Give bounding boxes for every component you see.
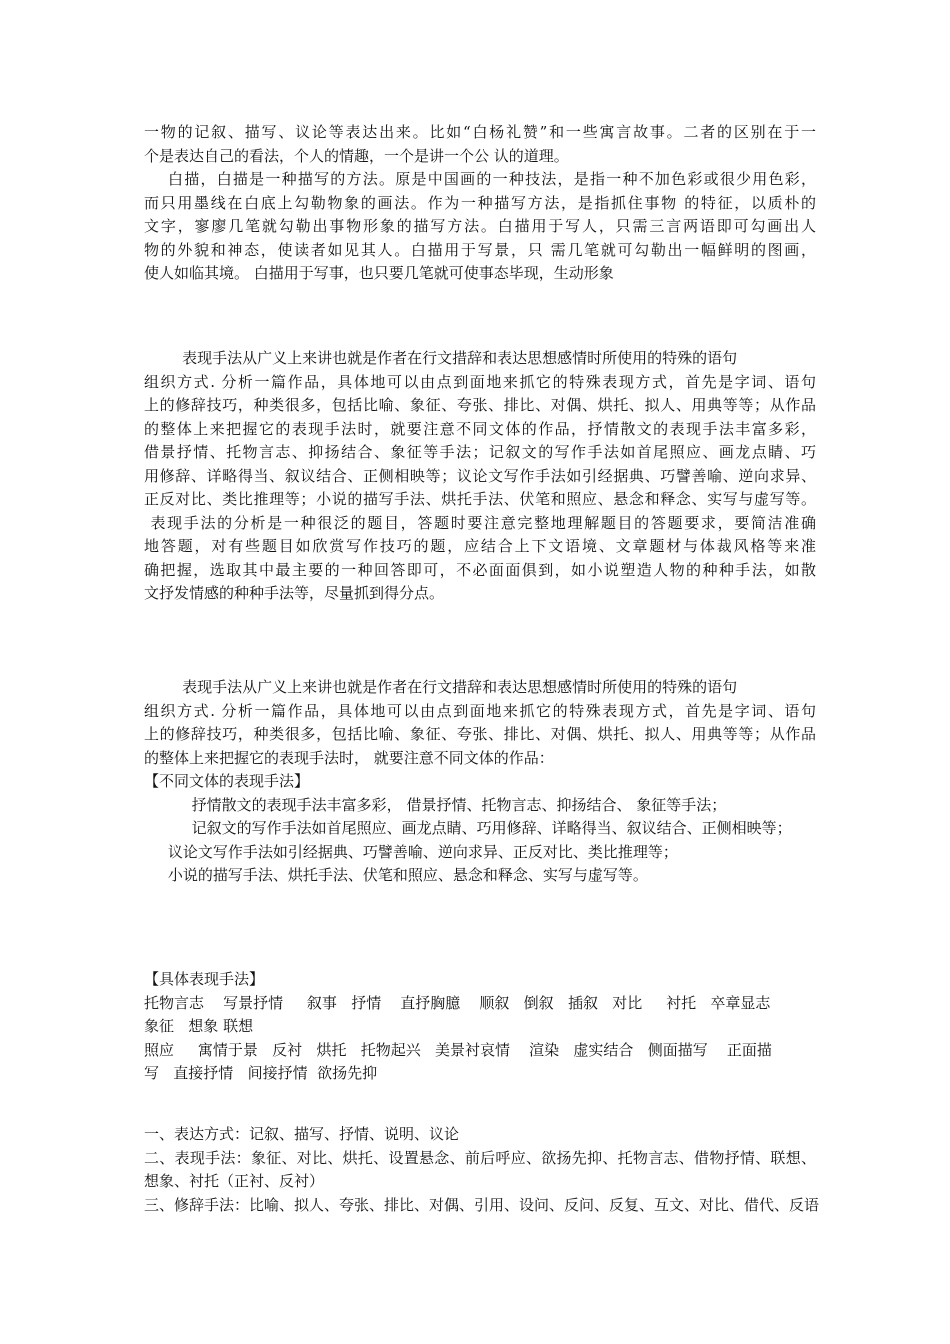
text-line: 物的外貌和神态，使读者如见其人。白描用于写景，只 需几笔就可勾勒出一幅鲜明的图画， — [144, 240, 816, 259]
paragraph-genre-techniques — [144, 676, 816, 888]
text-line: 表现手法从广义上来讲也就是作者在行文措辞和表达思想感情时所使用的特殊的语句 — [144, 349, 738, 367]
list-item: 一、表达方式：记叙、描写、抒情、说明、议论 — [144, 1125, 460, 1143]
text-line: 而只用墨线在白底上勾勒物象的画法。作为一种描写方法，是指抓住事物 的特征，以质朴的 — [144, 193, 816, 212]
text-line: 表现手法从广义上来讲也就是作者在行文措辞和表达思想感情时所使用的特殊的语句 — [144, 678, 738, 696]
text-line: 写 直接抒情 间接抒情 欲扬先抑 — [144, 1064, 378, 1082]
text-line: 组织方式. 分析一篇作品，具体地可以由点到面地来抓它的特殊表现方式，首先是字词、语句 — [144, 372, 816, 391]
numbered-summary-list — [144, 1123, 820, 1217]
text-line: 白描，白描是一种描写的方法。原是中国画的一种技法，是指一种不加色彩或很少用色彩， — [144, 170, 816, 188]
text-line: 的整体上来把握它的表现手法时，就要注意不同文体的作品，抒情散文的表现手法丰富多彩， — [144, 419, 816, 438]
text-line: 一物的记叙、描写、议论等表达出来。比如“白杨礼赞”和一些寓言故事。二者的区别在于一 — [144, 123, 816, 141]
text-line: 照应 寓情于景 反衬 烘托 托物起兴 美景衬哀情 渲染 虚实结合 侧面描写 正面描 — [144, 1040, 772, 1059]
text-line: 抒情散文的表现手法丰富多彩， 借景抒情、托物言志、抑扬结合、 象征等手法； — [144, 795, 727, 814]
text-line: 用修辞、详略得当、叙议结合、正侧相映等；议论文写作手法如引经据典、巧譬善喻、逆向求异、 — [144, 466, 816, 485]
paragraph-expression-techniques — [144, 347, 816, 606]
text-line: 小说的描写手法、烘托手法、伏笔和照应、悬念和释念、实写与虚写等。 — [144, 866, 648, 884]
section-heading: 【具体表现手法】 — [144, 970, 265, 988]
paragraph-baimiao — [144, 121, 816, 286]
text-line: 上的修辞技巧，种类很多，包括比喻、象征、夸张、排比、对偶、烘托、拟人、用典等等；从作品 — [144, 396, 816, 414]
section-heading: 【不同文体的表现手法】 — [144, 772, 310, 790]
list-item: 三、修辞手法：比喻、拟人、夸张、排比、对偶、引用、设问、反问、反复、互文、对比、借代、反语 — [144, 1195, 820, 1214]
text-line: 议论文写作手法如引经据典、巧譬善喻、逆向求异、正反对比、类比推理等； — [144, 842, 678, 861]
text-line: 借景抒情、托物言志、抑扬结合、象征等手法；记叙文的写作手法如首尾照应、画龙点睛、巧 — [144, 443, 816, 461]
text-line: 上的修辞技巧，种类很多，包括比喻、象征、夸张、排比、对偶、烘托、拟人、用典等等；从作品 — [144, 725, 816, 743]
list-item: 想象、衬托（正衬、反衬） — [144, 1172, 325, 1190]
text-line: 地答题，对有些题目如欣赏写作技巧的题，应结合上下文语境、文章题材与体裁风格等来准 — [144, 537, 816, 555]
list-item: 二、表现手法：象征、对比、烘托、设置悬念、前后呼应、欲扬先抑、托物言志、借物抒情、联想、 — [144, 1148, 816, 1167]
text-line: 文字，寥廖几笔就勾勒出事物形象的描写方法。白描用于写人，只需三言两语即可勾画出人 — [144, 217, 816, 235]
text-line: 个是表达自己的看法，个人的情趣，一个是讲一个公 认的道理。 — [144, 146, 569, 165]
text-line: 文抒发情感的种种手法等，尽量抓到得分点。 — [144, 584, 445, 602]
text-line: 使人如临其境。 白描用于写事，也只要几笔就可使事态毕现，生动形象 — [144, 264, 614, 282]
text-line: 表现手法的分析是一种很泛的题目，答题时要注意完整地理解题目的答题要求，要简洁准确 — [144, 513, 816, 532]
text-line: 正反对比、类比推理等；小说的描写手法、烘托手法、伏笔和照应、悬念和释念、实写与虚写等。 — [144, 490, 816, 508]
specific-techniques-list — [144, 968, 816, 1086]
text-line: 记叙文的写作手法如首尾照应、画龙点睛、巧用修辞、详略得当、叙议结合、正侧相映等； — [144, 819, 792, 837]
text-line: 托物言志 写景抒情 叙事 抒情 直抒胸臆 顺叙 倒叙 插叙 对比 衬托 卒章显志 — [144, 993, 771, 1012]
text-line: 象征 想象 联想 — [144, 1017, 254, 1035]
text-line: 确把握，选取其中最主要的一种回答即可，不必面面俱到，如小说塑造人物的种种手法，如散 — [144, 560, 816, 579]
text-line: 的整体上来把握它的表现手法时， 就要注意不同文体的作品： — [144, 748, 554, 767]
text-line: 组织方式. 分析一篇作品，具体地可以由点到面地来抓它的特殊表现方式，首先是字词、语句 — [144, 701, 816, 720]
